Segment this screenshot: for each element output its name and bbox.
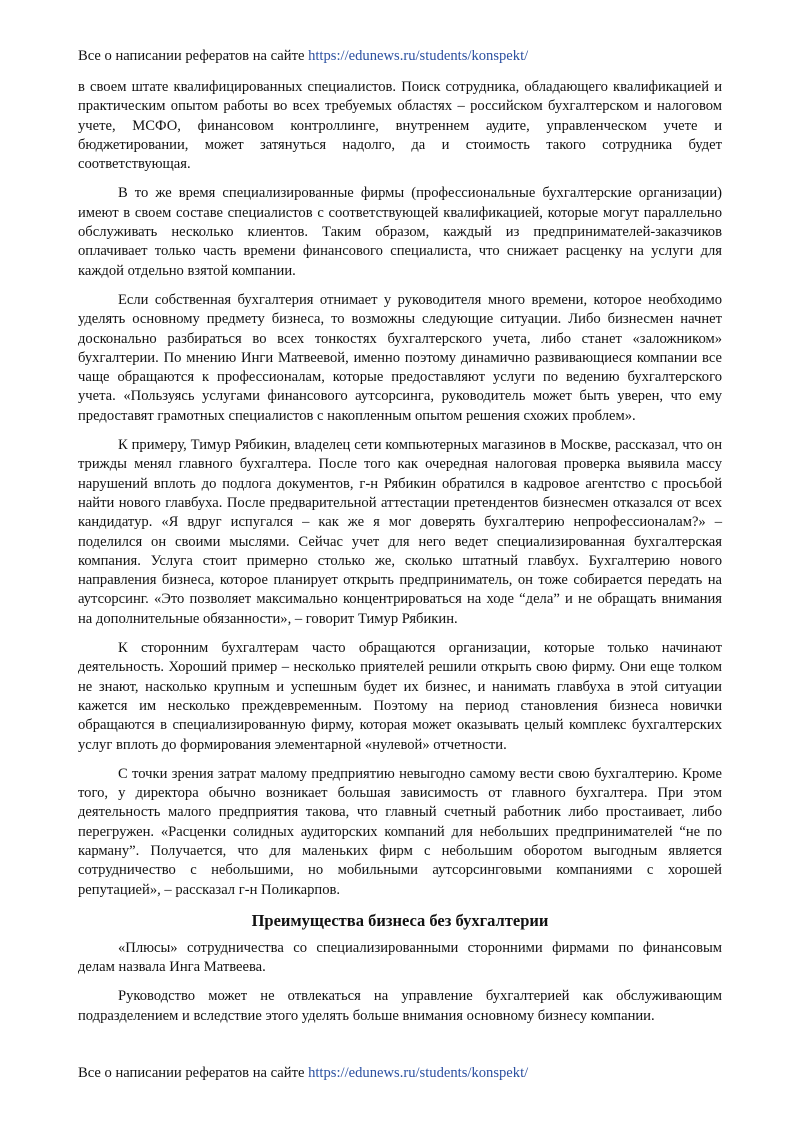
paragraph: С точки зрения затрат малому предприятию невыгодно самому вести свою бухгалтерию. Кроме того, у директора обычно возникает большая зависимость от главного бухгалтера. При этом деятельность малого предприятия такова, что главный счетный работник либо простаивает, либо перегружен. «Расценки солидных аудиторских компаний для небольших предпринимателей “не по карману”. Получается, что для маленьких фирм с небольшим оборотом выгодным является сотрудничество с небольшими, но мобильными аутсорсинговыми компаниями с хорошей репутацией», – рассказал г-н Поликарпов. [78,765,722,898]
header-text: Все о написании рефератов на сайте [78,48,309,64]
page-footer [78,1064,528,1083]
paragraph: Если собственная бухгалтерия отнимает у руководителя много времени, которое необходимо уделять основному предмету бизнеса, то возможны следующие ситуации. Либо бизнесмен начнет досконально разбираться во всех тонкостях бухгалтерского учета, либо станет «заложником» бухгалтерии. По мнению Инги Матвеевой, именно поэтому динамично развивающиеся компании все чаще обращаются к профессионалам, которые предоставляют услуги по ведению бухгалтерского учета. «Пользуясь услугами финансового аутсорсинга, руководитель может быть уверен, что ему предоставят грамотных специалистов с накопленным опытом решения схожих проблем». [78,291,722,424]
document-body [78,78,722,1036]
paragraph: в своем штате квалифицированных специалистов. Поиск сотрудника, обладающего квалификацией и практическим опытом работы во всех требуемых областях – российском бухгалтерском и налоговом учете, МСФО, финансовом контроллинге, внутреннем аудите, управленческом учете и бюджетировании, может затянуться надолго, да и стоимость такого сотрудника будет соответствующая. [78,79,722,173]
paragraph: Руководство может не отвлекаться на управление бухгалтерией как обслуживающим подразделением и вследствие этого уделять больше внимания основному бизнесу компании. [78,988,722,1024]
paragraph: К сторонним бухгалтерам часто обращаются организации, которые только начинают деятельность. Хороший пример – несколько приятелей решили открыть свою фирму. Они еще толком не знают, насколько крупным и успешным будет их бизнес, и нанимать главбуха в этой ситуации кажется им несколько преждевременным. Поэтому на период становления бизнеса новички обращаются в специализированную фирму, которая может оказывать целый комплекс бухгалтерских услуг вплоть до формирования элементарной «нулевой» отчетности. [78,640,722,753]
paragraph: В то же время специализированные фирмы (профессиональные бухгалтерские организации) имеют в своем составе специалистов с соответствующей квалификацией, которые могут параллельно обслуживать несколько клиентов. Таким образом, каждый из предпринимателей-заказчиков оплачивает только часть времени финансового специалиста, что снижает расценку на услуги для каждой отдельно взятой компании. [78,185,722,279]
page-header [78,47,528,66]
footer-text: Все о написании рефератов на сайте [78,1065,309,1081]
paragraph: «Плюсы» сотрудничества со специализированными сторонними фирмами по финансовым делам назвала Инга Матвеева. [78,939,722,976]
section-heading: Преимущества бизнеса без бухгалтерии [251,910,549,930]
paragraph: К примеру, Тимур Рябикин, владелец сети компьютерных магазинов в Москве, рассказал, что он трижды менял главного бухгалтера. После того как очередная налоговая проверка выявила массу нарушений вплоть до подлога документов, г-н Рябикин обратился в кадровое агентство с просьбой найти нового главбуха. После предварительной аттестации претендентов бизнесмен отказался от всех кандидатур. «Я вдруг испугался – как же я мог доверять бухгалтерию непрофессионалам?» – поделился он своими мыслями. Сейчас учет для него ведет специализированная бухгалтерская компания. Услуга стоит примерно столько же, сколько штатный главбух. Бухгалтерию нового направления бизнеса, которое планирует открыть предприниматель, он тоже собирается передать на аутсорсинг. «Это позволяет максимально концентрироваться на ходе “дела” и не обращать внимания на дополнительные обязанности», – говорит Тимур Рябикин. [78,437,722,627]
footer-link[interactable]: https://edunews.ru/students/konspekt/ [308,1065,529,1081]
header-link[interactable]: https://edunews.ru/students/konspekt/ [308,48,529,64]
